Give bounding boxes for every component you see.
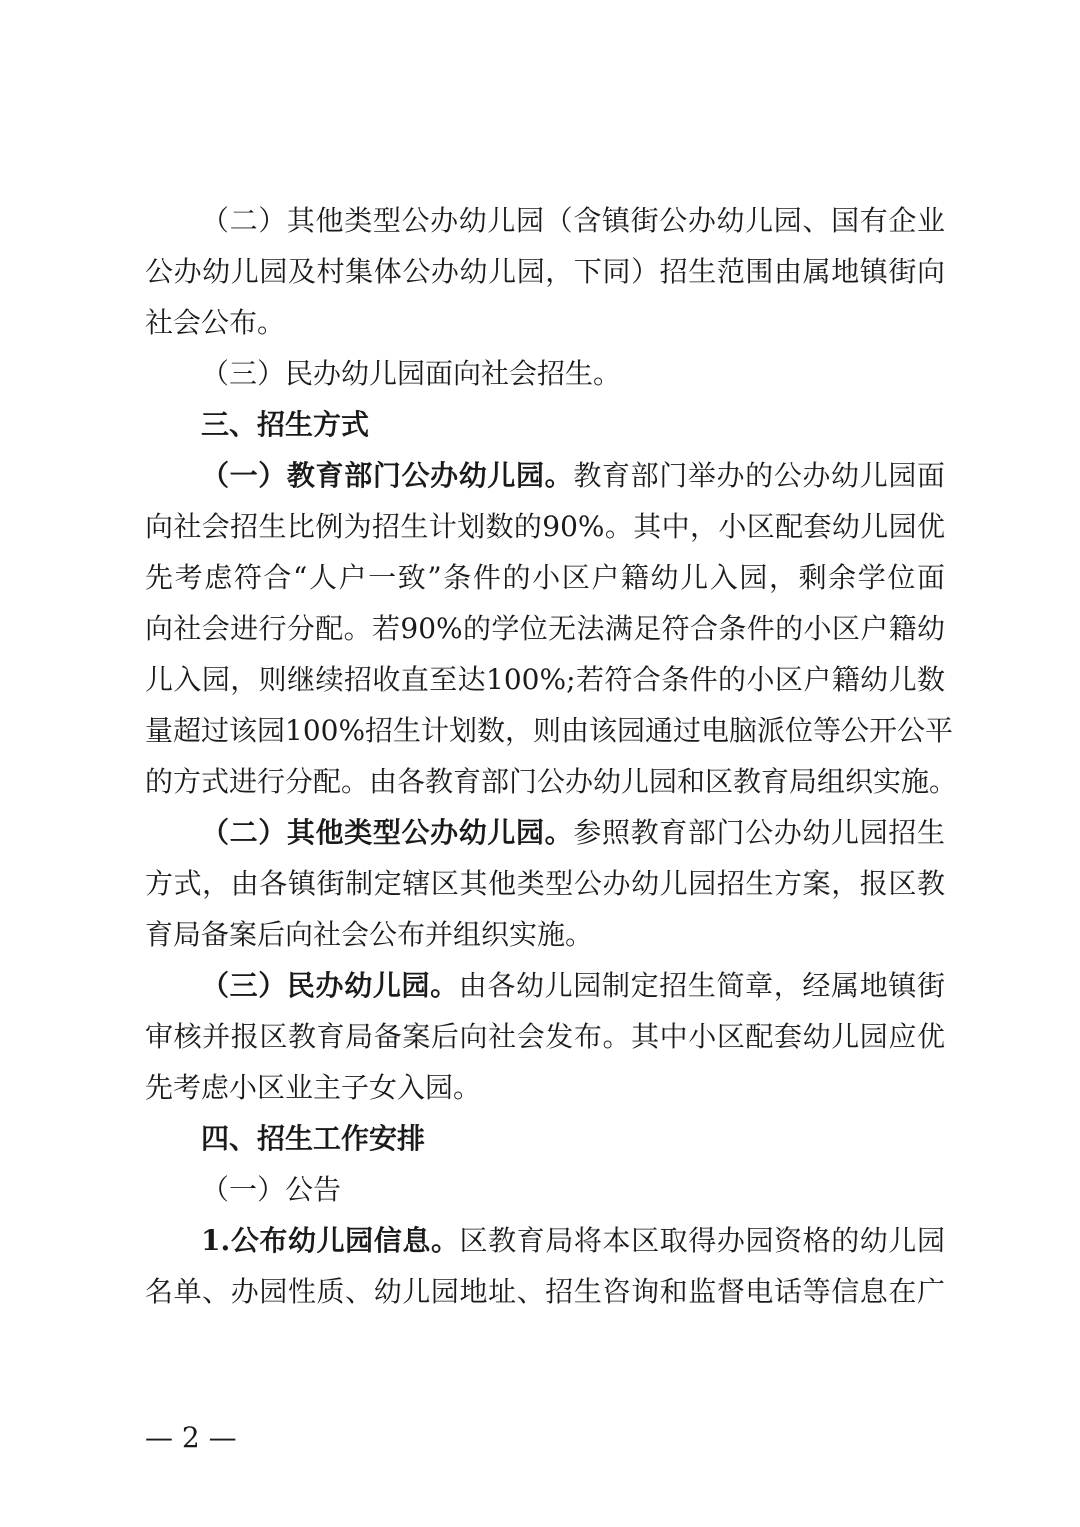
section-heading-work-arrangement: 四、招生工作安排 [201,1122,426,1155]
paragraph-text: 由各幼儿园制定招生简章，经属地镇街 [458,969,945,1002]
text-line: 公办幼儿园及村集体公办幼儿园，下同）招生范围由属地镇街向 [145,255,945,288]
paragraph-text: 教育部门举办的公办幼儿园面 [573,459,945,492]
text-line: 先考虑符合“人户一致”条件的小区户籍幼儿入园，剩余学位面 [145,561,945,594]
text-line: 社会公布。 [145,306,286,339]
paragraph-lead: （一）教育部门公办幼儿园。 [201,459,574,492]
page-number: — 2 — [145,1421,237,1454]
text-line: 先考虑小区业主子女入园。 [145,1071,482,1104]
paragraph-scope-private [145,348,945,399]
paragraph-method-education-dept [145,450,958,807]
text-line: 育局备案后向社会公布并组织实施。 [145,918,594,951]
subheading-announcement: （一）公告 [201,1173,342,1206]
paragraph-method-private [145,960,945,1113]
paragraph-scope-other-public [145,195,945,348]
text-line: 审核并报区教育局备案后向社会发布。其中小区配套幼儿园应优 [145,1020,945,1053]
section-heading-enrollment-method: 三、招生方式 [201,408,370,441]
paragraph-method-other-public [145,807,945,960]
text-line: 名单、办园性质、幼儿园地址、招生咨询和监督电话等信息在广 [145,1275,945,1308]
text-line: 的方式进行分配。由各教育部门公办幼儿园和区教育局组织实施。 [145,765,958,798]
text-line: 向社会进行分配。若90%的学位无法满足符合条件的小区户籍幼 [145,612,945,645]
text-line [145,960,945,1011]
text-line: 量超过该园100%招生计划数，则由该园通过电脑派位等公开公平 [145,714,954,747]
text-line [145,807,945,858]
paragraph-text: 参照教育部门公办幼儿园招生 [573,816,945,849]
paragraph-lead: （二）其他类型公办幼儿园。 [201,816,574,849]
text-line: 向社会招生比例为招生计划数的90%。其中，小区配套幼儿园优 [145,510,945,543]
text-line: （二）其他类型公办幼儿园（含镇街公办幼儿园、国有企业 [201,204,945,237]
paragraph-lead: 1.公布幼儿园信息。 [201,1224,460,1257]
text-line: 方式，由各镇街制定辖区其他类型公办幼儿园招生方案，报区教 [145,867,945,900]
document-body [145,195,958,1317]
text-line: 儿入园，则继续招收直至达100%;若符合条件的小区户籍幼儿数 [145,663,945,696]
text-line: （三）民办幼儿园面向社会招生。 [201,357,622,390]
paragraph-text: 区教育局将本区取得办园资格的幼儿园 [459,1224,945,1257]
paragraph-publish-info [145,1215,945,1317]
text-line [145,1215,945,1266]
paragraph-lead: （三）民办幼儿园。 [201,969,459,1002]
text-line [145,450,945,501]
